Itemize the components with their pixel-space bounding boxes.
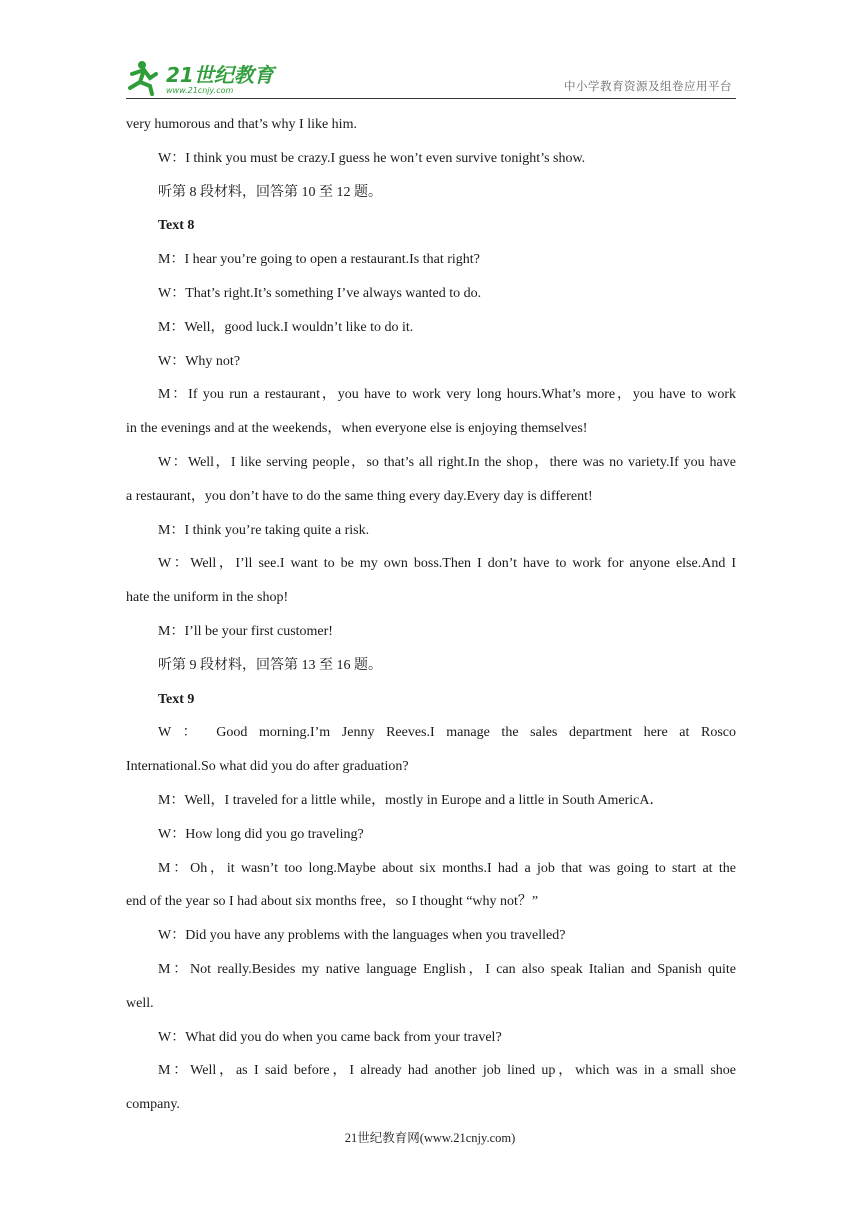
dialogue-line: M：Well，as I said before，I already had another job lined up，which was in a small shoe	[158, 1063, 736, 1079]
dialogue-line-cont: company.	[126, 1097, 180, 1113]
dialogue-line: M：I’ll be your first customer!	[158, 623, 333, 639]
section-heading: Text 9	[158, 691, 195, 707]
dialogue-line: M：If you run a restaurant，you have to work very long hours.What’s more，you have to work	[158, 387, 736, 403]
dialogue-line: W：How long did you go traveling?	[158, 826, 364, 842]
dialogue-line: W：I think you must be crazy.I guess he won’t even survive tonight’s show.	[158, 150, 586, 166]
dialogue-line-cont: well.	[126, 995, 154, 1011]
dialogue-line: M：Oh，it wasn’t too long.Maybe about six months.I had a job that was going to start at the	[158, 860, 736, 876]
dialogue-line: W：Well，I like serving people，so that’s all right.In the shop，there was no variety.If you have	[158, 454, 736, 470]
runner-logo-icon	[126, 58, 296, 96]
page-header	[126, 56, 736, 99]
dialogue-line: M：I hear you’re going to open a restaurant.Is that right?	[158, 252, 480, 268]
dialogue-line-cont: in the evenings and at the weekends，when everyone else is enjoying themselves!	[126, 421, 588, 437]
document-body	[126, 108, 736, 1122]
dialogue-line: W：Why not?	[158, 353, 241, 369]
dialogue-line: M：Not really.Besides my native language English，I can also speak Italian and Spanish quite	[158, 961, 736, 977]
dialogue-line: M：Well，good luck.I wouldn’t like to do it.	[158, 319, 414, 335]
logo-url-text: www.21cnjy.com	[166, 86, 234, 95]
dialogue-line-cont: hate the uniform in the shop!	[126, 590, 289, 606]
page-footer: 21世纪教育网(www.21cnjy.com)	[344, 1131, 516, 1145]
section-heading: Text 8	[158, 218, 195, 234]
section-instruction: 听第 8 段材料，回答第 10 至 12 题。	[158, 184, 382, 200]
dialogue-line-cont: end of the year so I had about six months free，so I thought “why not？”	[126, 894, 539, 910]
dialogue-line: W：What did you do when you came back from your travel?	[158, 1029, 502, 1045]
text-line: very humorous and that’s why I like him.	[126, 117, 357, 132]
dialogue-line-cont: a restaurant，you don’t have to do the same thing every day.Every day is different!	[126, 488, 593, 504]
dialogue-line: W：Did you have any problems with the languages when you travelled?	[158, 928, 566, 944]
platform-tagline: 中小学教育资源及组卷应用平台	[564, 79, 732, 93]
dialogue-line: W ： Good morning.I’m Jenny Reeves.I manage the sales department here at Rosco	[158, 725, 736, 741]
section-instruction: 听第 9 段材料，回答第 13 至 16 题。	[158, 657, 382, 673]
dialogue-line-cont: International.So what did you do after graduation?	[126, 759, 409, 775]
dialogue-line: M：Well，I traveled for a little while，mostly in Europe and a little in South AmericA．	[158, 792, 664, 808]
site-logo	[126, 58, 296, 96]
dialogue-line: M：I think you’re taking quite a risk.	[158, 522, 370, 538]
dialogue-line: W：Well，I’ll see.I want to be my own boss.Then I don’t have to work for anyone else.And I	[158, 556, 736, 572]
dialogue-line: W：That’s right.It’s something I’ve always wanted to do.	[158, 285, 482, 301]
logo-main-text: 21世纪教育	[166, 63, 274, 87]
